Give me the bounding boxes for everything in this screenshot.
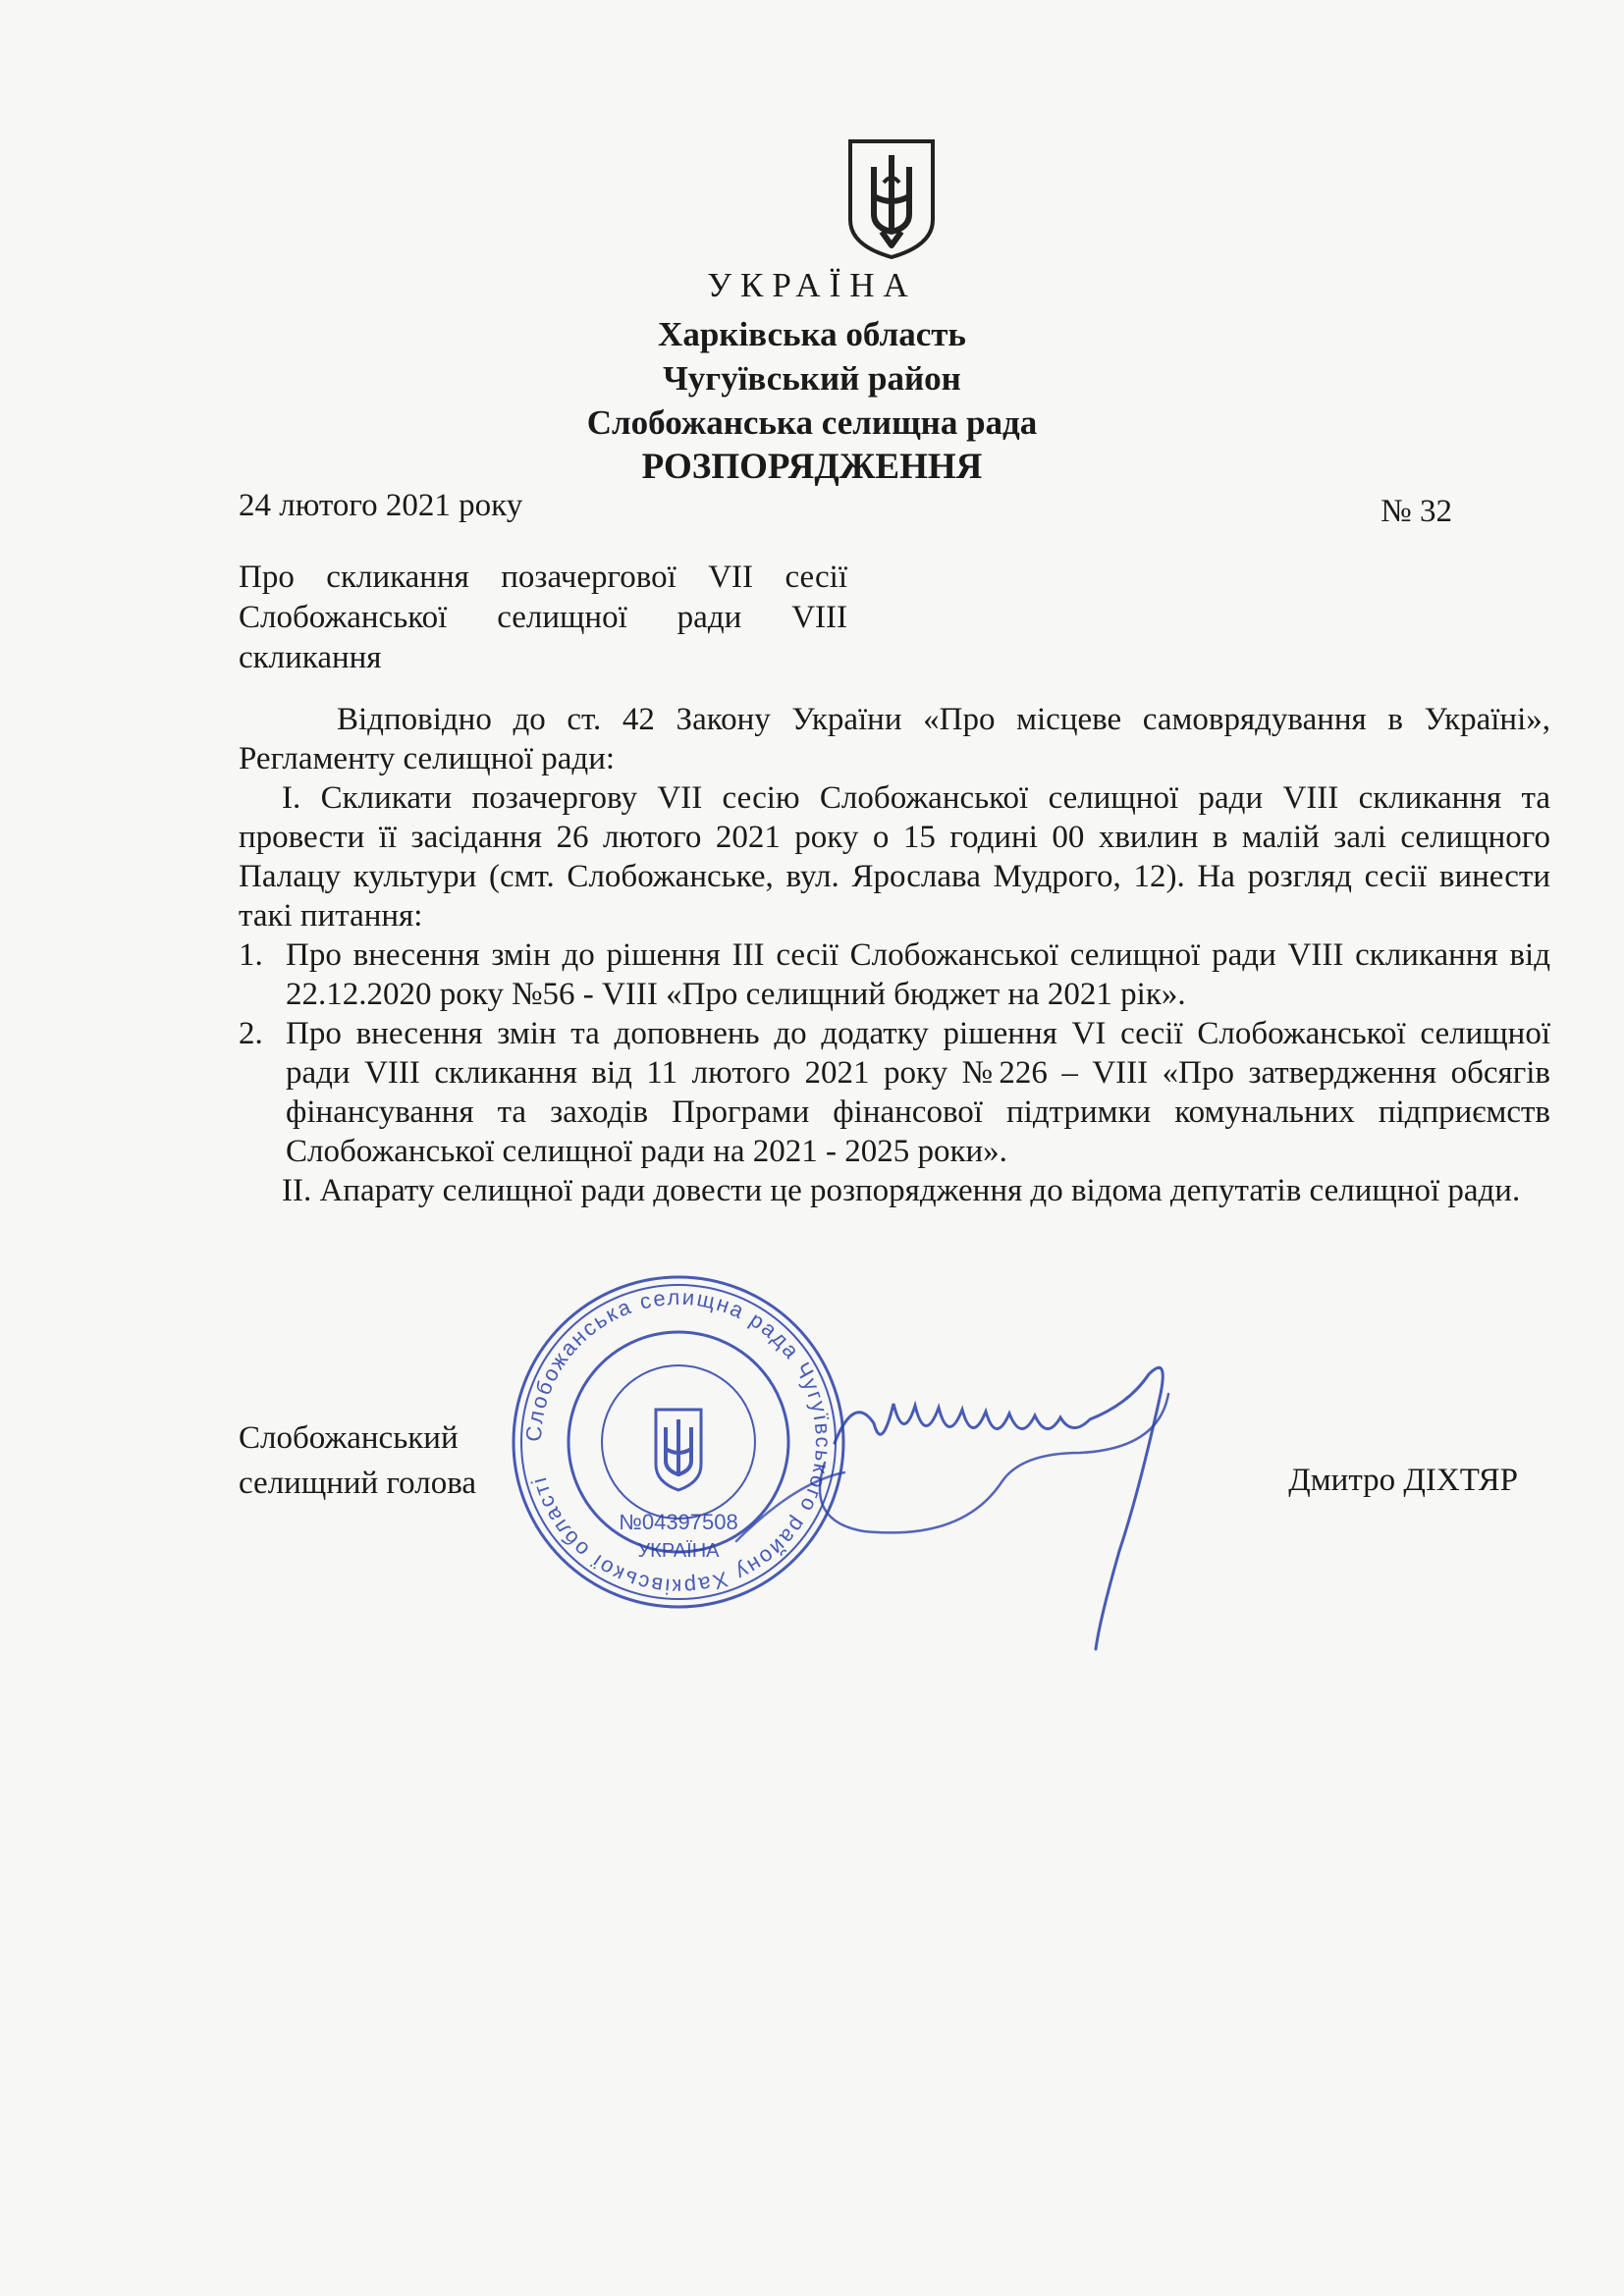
- signatory-title-line: Слобожанський: [239, 1420, 459, 1456]
- document-body: [239, 700, 1550, 1210]
- agenda-item-text: Про внесення змін та доповнень до додатку рішення VI сесії Слобожанської селищної ради VIII скликання від 11 лютого 2021 року №226 – VIII «Про затвердження обсягів фінансування та заходів Програми фінансової підтримки комунальних підприємств Слобожанської селищної ради на 2021 - 2025 роки».: [286, 1016, 1550, 1169]
- agenda-item-number: 1.: [239, 937, 263, 973]
- header-district: Чугуївський район: [663, 359, 961, 398]
- seal-ring-text: Слобожанська селищна рада Чугуївського району Харківської області: [520, 1284, 837, 1600]
- seal-code: №04397508: [619, 1510, 738, 1534]
- header-council: Слобожанська селищна рада: [586, 403, 1038, 442]
- header-country: УКРАЇНА: [707, 266, 917, 304]
- subject-line: Про скликання позачергової VII сесії: [239, 560, 847, 595]
- signatory-title: [239, 1415, 476, 1506]
- subject-line: Слобожанської селищної ради VIII: [239, 600, 847, 635]
- document-subject: [239, 558, 847, 678]
- agenda-item: [239, 935, 1550, 1014]
- agenda-item: [239, 1014, 1550, 1171]
- agenda-item-number: 2.: [239, 1016, 263, 1051]
- section-2: ІІ. Апарату селищної ради довести це розпорядження до відома депутатів селищної ради.: [282, 1173, 1521, 1208]
- agenda-item-text: Про внесення змін до рішення ІІІ сесії Слобожанської селищної ради VIII скликання від 22.12.2020 року №56 - VIII «Про селищний бюджет на 2021 рік».: [286, 937, 1550, 1012]
- signatory-name: Дмитро ДІХТЯР: [1288, 1463, 1518, 1498]
- header-region: Харківська область: [658, 315, 966, 353]
- handwritten-signature-icon: [707, 1335, 1218, 1659]
- section-1: І. Скликати позачергову VII сесію Слобожанської селищної ради VIII скликання та провести її засідання 26 лютого 2021 року о 15 годині 00 хвилин в малій залі селищного Палацу культури (смт. Слобожанське, вул. Ярослава Мудрого, 12). На розгляд сесії винести такі питання:: [239, 780, 1550, 934]
- coat-of-arms-icon: [844, 137, 939, 261]
- header-doc-type: РОЗПОРЯДЖЕННЯ: [641, 447, 983, 487]
- document-date: 24 лютого 2021 року: [239, 488, 523, 523]
- intro-paragraph: Відповідно до ст. 42 Закону України «Про місцеве самоврядування в Україні», Регламенту селищної ради:: [239, 702, 1550, 776]
- seal-country: УКРАЇНА: [637, 1540, 720, 1562]
- document-number: № 32: [1380, 494, 1452, 529]
- subject-line: скликання: [239, 640, 382, 675]
- signatory-title-line: селищний голова: [239, 1466, 477, 1501]
